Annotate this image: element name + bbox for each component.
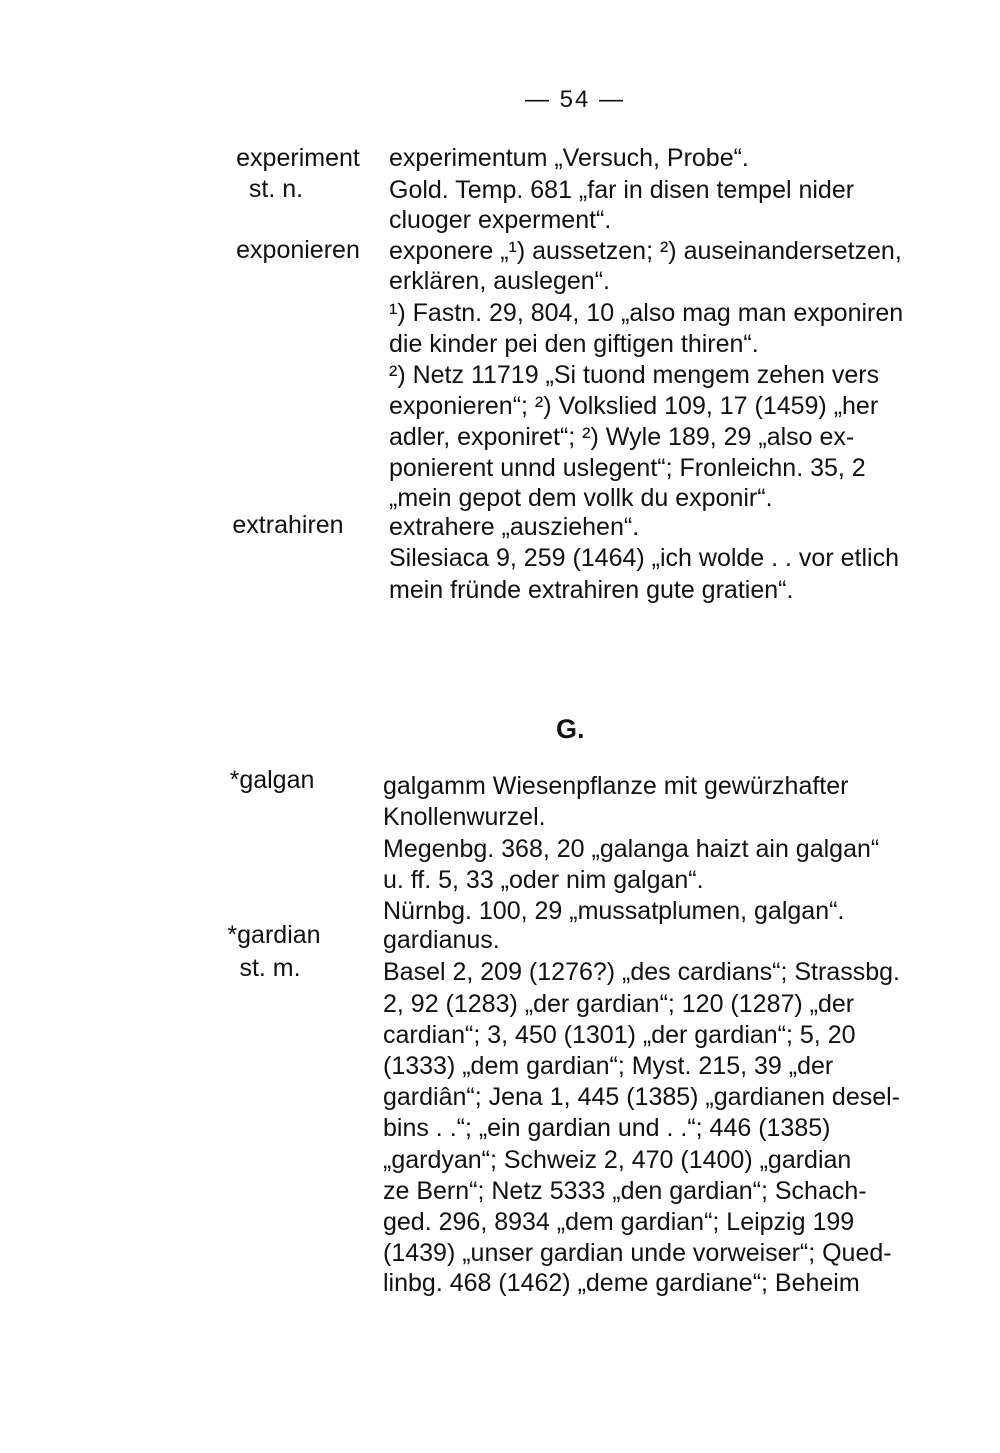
headword: extrahiren [232,511,344,539]
headword-grammar: st. n. [248,175,304,203]
entry-line: exponieren“; ²) Volkslied 109, 17 (1459) „her [389,392,879,420]
entry-line: (1439) „unser gardian unde vorweiser“; Qued- [383,1239,892,1267]
entry-line: ²) Netz 11719 „Si tuond mengem zehen vers [389,361,880,389]
entry-line: cardian“; 3, 450 (1301) „der gardian“; 5, 20 [383,1021,856,1049]
page-number: — 54 — [524,86,626,113]
entry-line: Nürnbg. 100, 29 „mussatplumen, galgan“. [383,897,845,925]
entry-line: Silesiaca 9, 259 (1464) „ich wolde . . vor etlich [389,544,899,572]
entry-line: die kinder pei den giftigen thiren“. [389,330,759,358]
headword: experiment [236,144,360,172]
entry-line: „gardyan“; Schweiz 2, 470 (1400) „gardian [383,1146,852,1174]
entry-line: exponere „¹) aussetzen; ²) auseinandersetzen, [389,237,902,265]
entry-line: linbg. 468 (1462) „deme gardiane“; Beheim [383,1269,860,1297]
entry-line: „mein gepot dem vollk du exponir“. [389,484,773,512]
entry-line: Basel 2, 209 (1276?) „des cardians“; Strassbg. [383,958,900,986]
entry-line: bins . .“; „ein gardian und . .“; 446 (1385) [383,1114,831,1142]
entry-line: ponierent unnd uslegent“; Fronleichn. 35, 2 [389,454,866,482]
headword: *galgan [229,766,315,794]
entry-line: experimentum „Versuch, Probe“. [389,144,749,172]
headword-grammar: st. m. [239,954,301,982]
entry-line: erklären, auslegen“. [389,267,610,295]
entry-line: extrahere „ausziehen“. [389,513,640,541]
entry-line: ¹) Fastn. 29, 804, 10 „also mag man exponiren [389,299,904,327]
entry-line: gardianus. [383,926,500,954]
entry-line: mein fründe extrahiren gute gratien“. [389,576,794,604]
headword: *gardian [227,921,321,949]
section-letter: G. [556,714,585,744]
entry-line: (1333) „dem gardian“; Myst. 215, 39 „der [383,1052,834,1080]
entry-line: cluoger experment“. [389,206,612,234]
entry-line: adler, exponiret“; ²) Wyle 189, 29 „also ex- [389,423,855,451]
entry-line: Megenbg. 368, 20 „galanga haizt ain galgan“ [383,835,880,863]
entry-line: Gold. Temp. 681 „far in disen tempel nider [389,176,855,204]
entry-line: u. ff. 5, 33 „oder nim galgan“. [383,866,704,894]
entry-line: galgamm Wiesenpflanze mit gewürzhafter [383,772,849,800]
entry-line: Knollenwurzel. [383,803,546,831]
entry-line: ze Bern“; Netz 5333 „den gardian“; Schach- [383,1177,867,1205]
entry-line: 2, 92 (1283) „der gardian“; 120 (1287) „der [383,990,855,1018]
entry-line: ged. 296, 8934 „dem gardian“; Leipzig 199 [383,1208,855,1236]
entry-line: gardiân“; Jena 1, 445 (1385) „gardianen desel- [383,1083,901,1111]
headword: exponieren [236,236,360,264]
